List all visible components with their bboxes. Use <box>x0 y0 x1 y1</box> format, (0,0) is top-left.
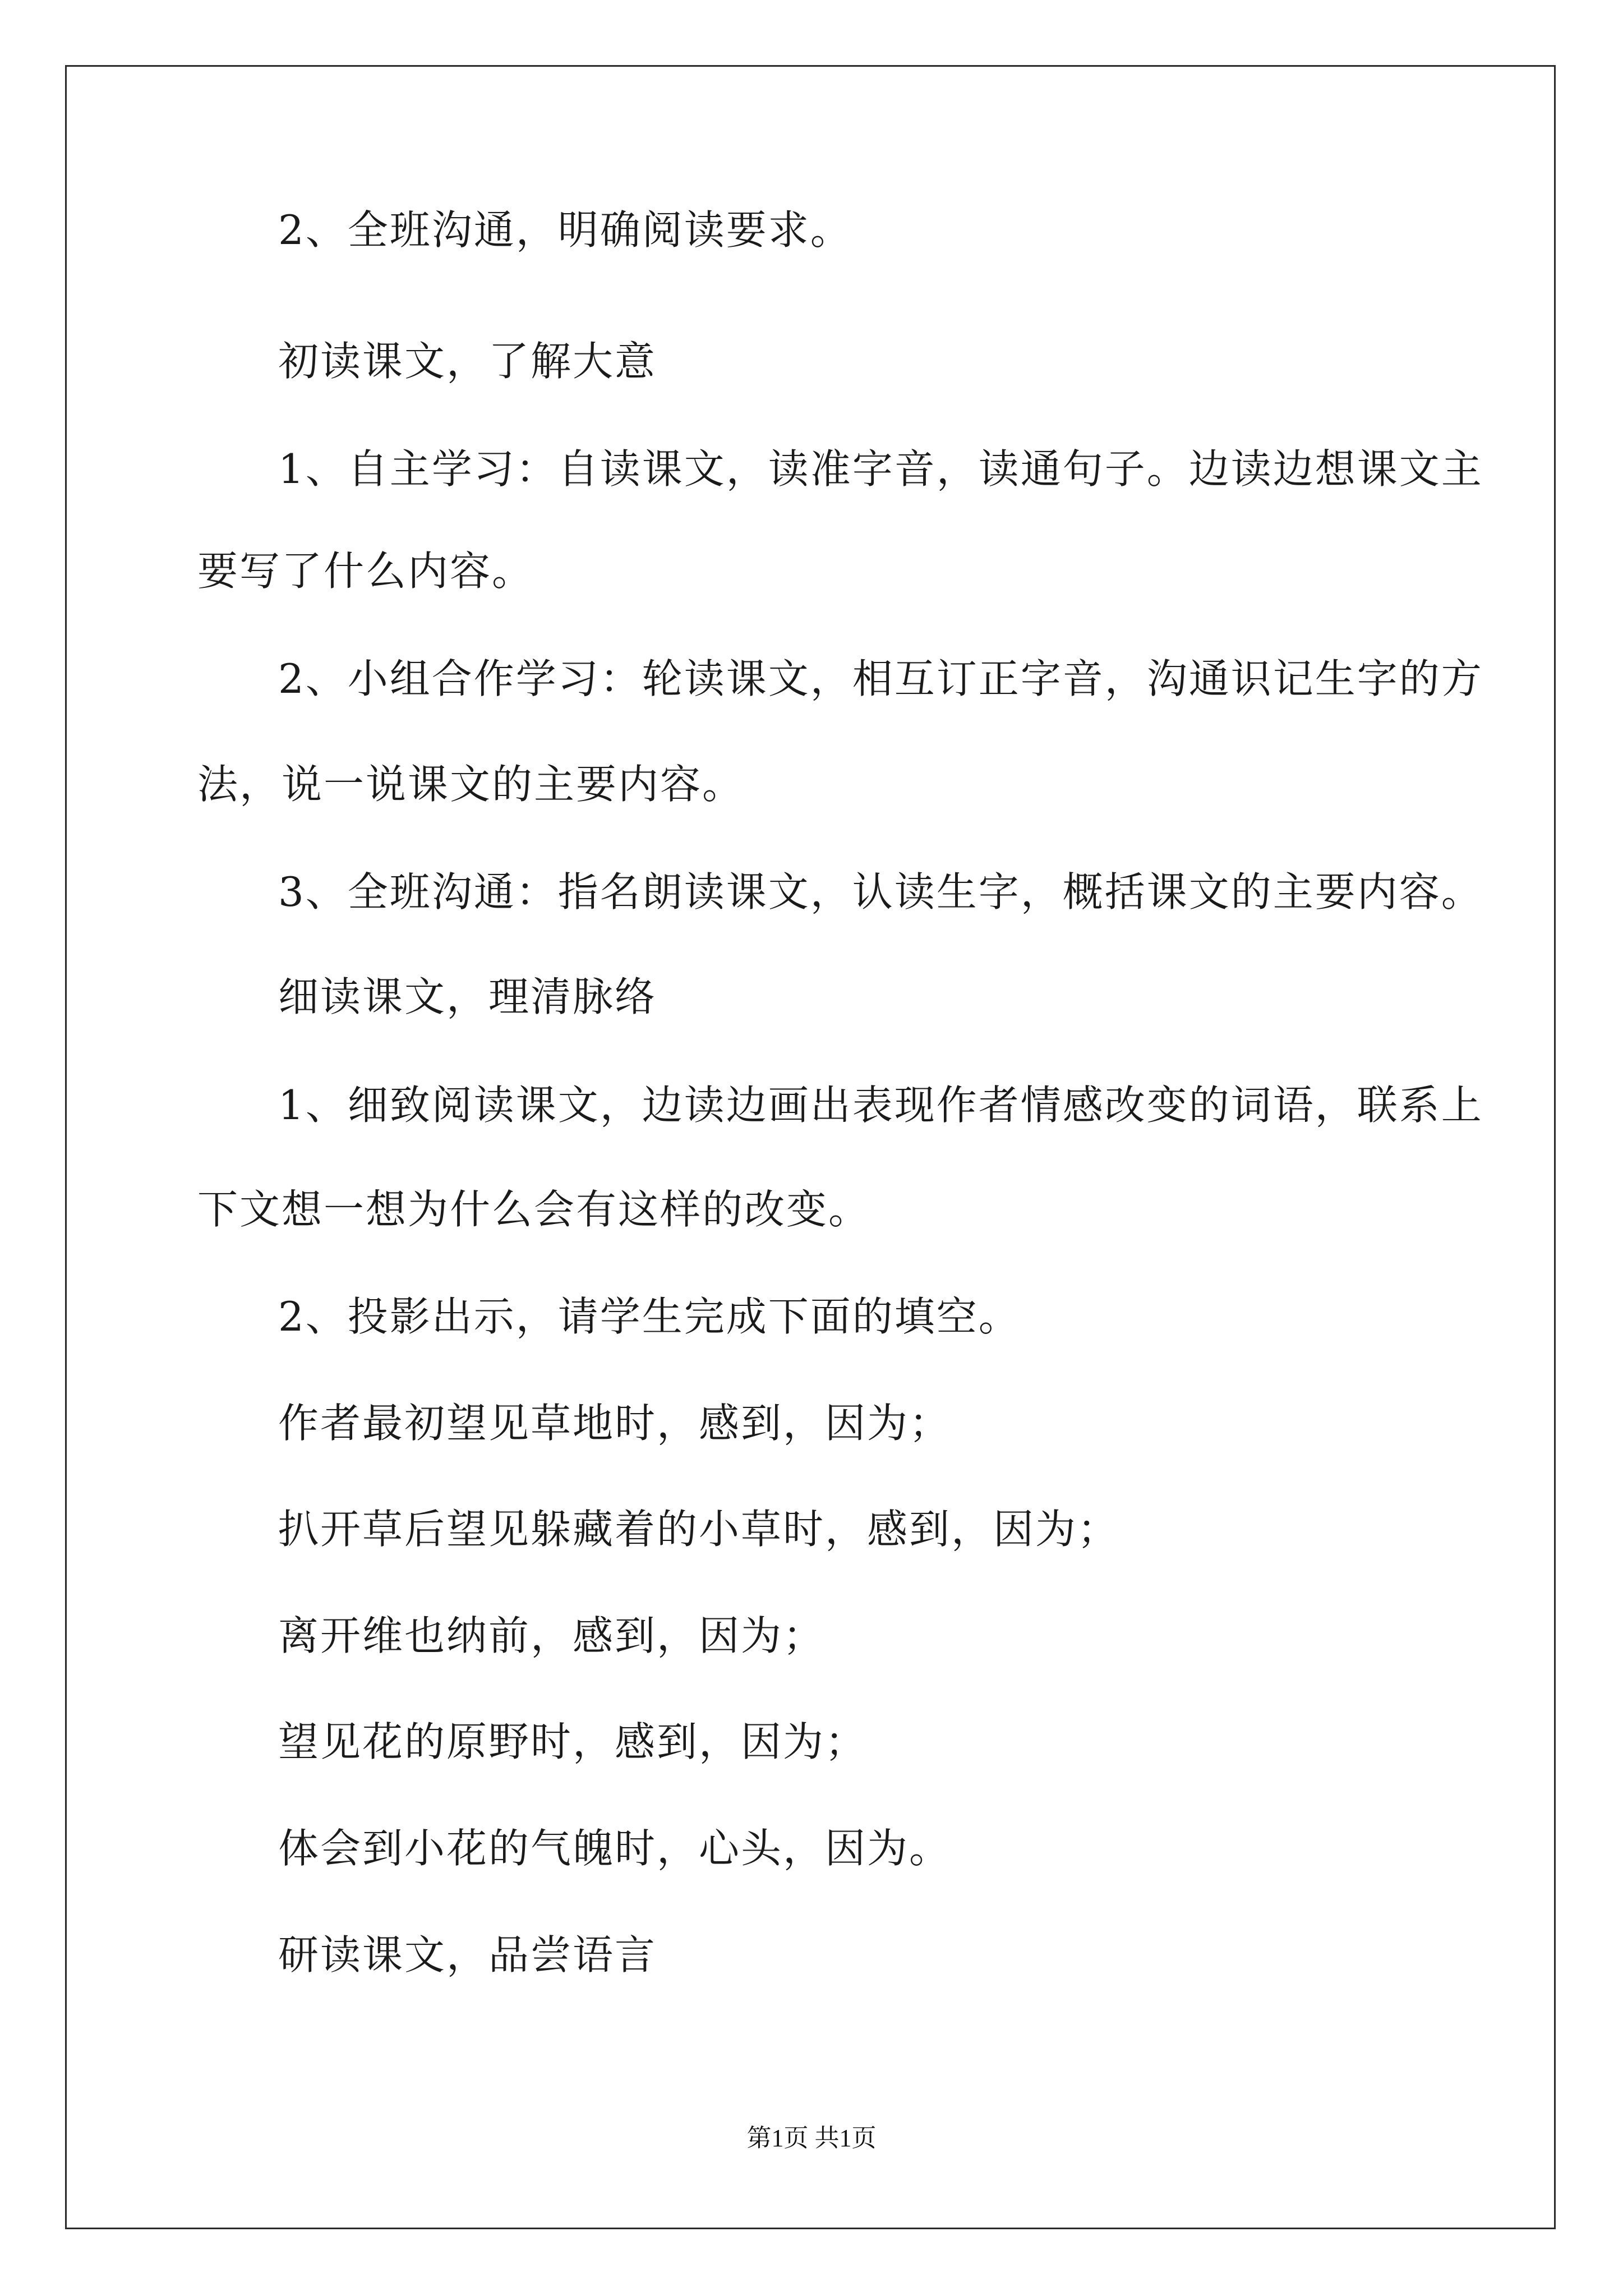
fill-blank-item: 体会到小花的气魄时，心头，因为。 <box>278 1825 952 1872</box>
paragraph: 2、全班沟通，明确阅读要求。 <box>278 206 852 254</box>
page-footer: 第1页 共1页 <box>746 2124 877 2152</box>
paragraph: 1、自主学习：自读课文，读准字音，读通句子。边读边想课文主 <box>278 445 1483 493</box>
paragraph-continuation: 下文想一想为什么会有这样的改变。 <box>197 1186 871 1233</box>
fill-blank-item: 望见花的原野时，感到，因为； <box>278 1718 868 1765</box>
paragraph: 2、小组合作学习：轮读课文，相互订正字音，沟通识记生字的方 <box>278 655 1483 702</box>
fill-blank-item: 离开维也纳前，感到，因为； <box>278 1612 826 1659</box>
fill-blank-item: 作者最初望见草地时，感到，因为； <box>278 1400 952 1447</box>
paragraph: 3、全班沟通：指名朗读课文，认读生字，概括课文的主要内容。 <box>278 868 1483 915</box>
paragraph-continuation: 法，说一说课文的主要内容。 <box>197 761 745 808</box>
section-heading: 研读课文，品尝语言 <box>278 1931 657 1978</box>
paragraph: 1、细致阅读课文，边读边画出表现作者情感改变的词语，联系上 <box>278 1082 1483 1129</box>
paragraph-continuation: 要写了什么内容。 <box>197 547 534 595</box>
section-heading: 初读课文，了解大意 <box>278 338 657 385</box>
section-heading: 细读课文，理清脉络 <box>278 973 657 1020</box>
fill-blank-item: 扒开草后望见躲藏着的小草时，感到，因为； <box>278 1506 1120 1553</box>
paragraph: 2、投影出示，请学生完成下面的填空。 <box>278 1293 1021 1340</box>
page-border <box>65 65 1556 2229</box>
